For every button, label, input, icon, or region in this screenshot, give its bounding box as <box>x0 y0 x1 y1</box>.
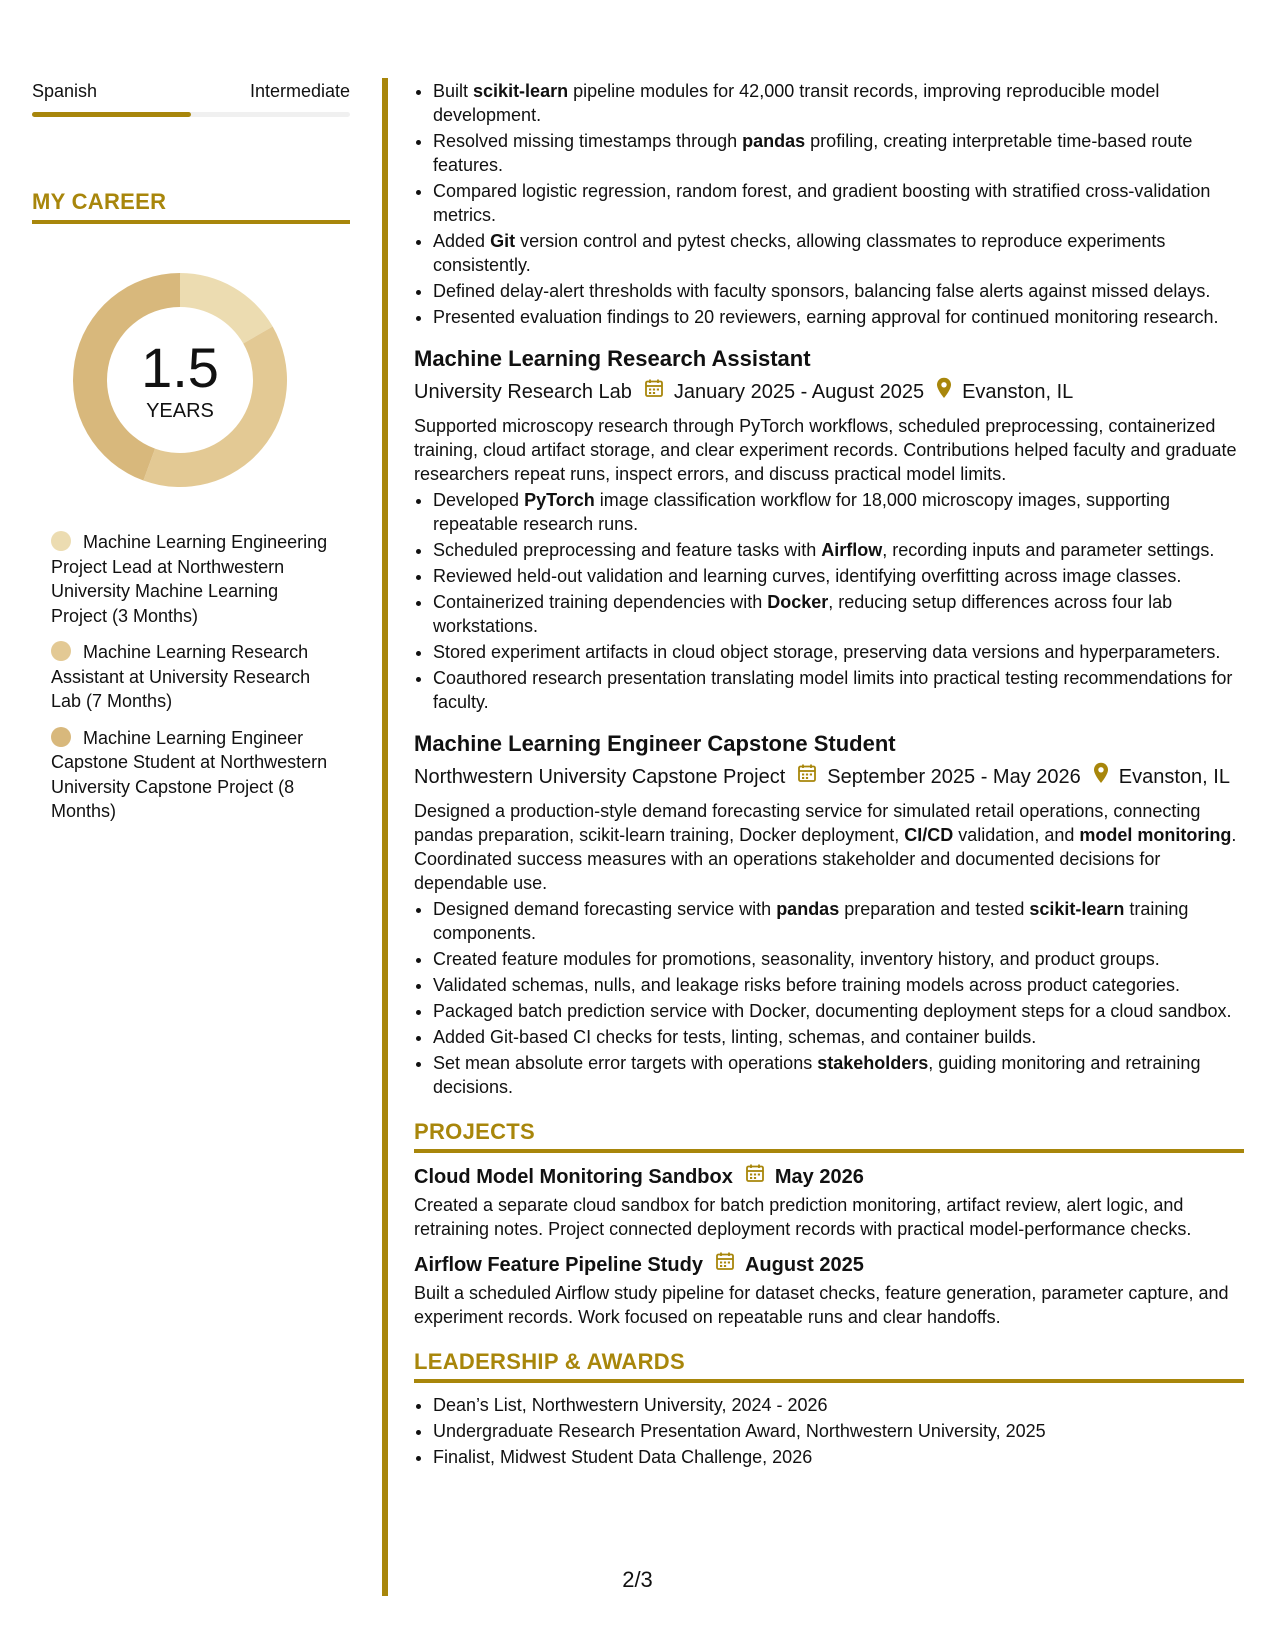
job-bullet: • Compared logistic regression, random forest, and gradient boosting with stratified cross-validation metrics. <box>433 179 1244 227</box>
job-bullet: • Added Git version control and pytest checks, allowing classmates to reproduce experiments consistently. <box>433 229 1244 277</box>
job-bullet: • Containerized training dependencies with Docker, reducing setup differences across four lab workstations. <box>433 590 1244 638</box>
award-item: • Finalist, Midwest Student Data Challenge, 2026 <box>433 1445 1244 1469</box>
job-bullets <box>414 897 1244 1099</box>
calendar-icon <box>797 763 817 790</box>
awards-list <box>414 1393 1244 1469</box>
job-bullet: • Created feature modules for promotions, seasonality, inventory history, and product groups. <box>433 947 1244 971</box>
job-entry <box>414 345 1244 714</box>
career-total-unit: YEARS <box>146 400 214 422</box>
language-proficiency-fill <box>32 112 191 117</box>
legend-item <box>51 640 331 714</box>
calendar-icon <box>745 1163 765 1191</box>
project-name: Airflow Feature Pipeline Study <box>414 1254 703 1276</box>
project-date: May 2026 <box>774 1166 864 1188</box>
legend-dot-icon <box>51 531 71 551</box>
legend-label: Machine Learning Engineer Capstone Student at Northwestern University Capstone Project (8 Months) <box>51 727 328 821</box>
career-total-value: 1.5 <box>141 336 219 399</box>
job-description: Designed a production-style demand forecasting service for simulated retail operations, connecting pandas preparation, scikit-learn training, Docker deployment, CI/CD validation, and model monitoring. Coordinated success measures with an operations stakeholder and documented decisions for dependable use. <box>414 801 1237 893</box>
job-bullet: • Packaged batch prediction service with Docker, documenting deployment steps for a cloud sandbox. <box>433 999 1244 1023</box>
job-title: Machine Learning Engineer Capstone Student <box>414 731 896 756</box>
left-column <box>32 80 350 836</box>
job-dates: January 2025 - August 2025 <box>673 380 925 403</box>
job-entry <box>414 730 1244 1099</box>
legend-label: Machine Learning Engineering Project Lead at Northwestern University Machine Learning Project (3 Months) <box>51 532 328 626</box>
donut-slice <box>180 273 273 344</box>
job-location: Evanston, IL <box>962 380 1074 403</box>
awards-section-title: LEADERSHIP & AWARDS <box>414 1349 1244 1383</box>
calendar-icon <box>644 378 664 405</box>
job-organization: University Research Lab <box>414 380 632 403</box>
job-dates: September 2025 - May 2026 <box>827 765 1081 788</box>
job-organization: Northwestern University Capstone Project <box>414 765 786 788</box>
calendar-icon <box>715 1251 735 1279</box>
column-divider <box>382 78 388 1596</box>
job-bullet: • Developed PyTorch image classification workflow for 18,000 microscopy images, supporting repeatable research runs. <box>433 488 1244 536</box>
project-name: Cloud Model Monitoring Sandbox <box>414 1166 733 1188</box>
job-bullet: • Coauthored research presentation translating model limits into practical testing recommendations for faculty. <box>433 666 1244 714</box>
job-bullet: • Presented evaluation findings to 20 reviewers, earning approval for continued monitoring research. <box>433 305 1244 329</box>
job-bullets <box>414 488 1244 714</box>
job-meta <box>414 377 1244 406</box>
projects-list <box>414 1163 1244 1329</box>
job-bullet: • Set mean absolute error targets with operations stakeholders, guiding monitoring and retraining decisions. <box>433 1051 1244 1099</box>
job-bullet: • Defined delay-alert thresholds with faculty sponsors, balancing false alerts against missed delays. <box>433 279 1244 303</box>
award-item: • Dean’s List, Northwestern University, 2024 - 2026 <box>433 1393 1244 1417</box>
language-name: Spanish <box>32 81 98 101</box>
job-bullet: • Designed demand forecasting service with pandas preparation and tested scikit-learn training components. <box>433 897 1244 945</box>
project-entry <box>414 1251 1244 1329</box>
career-legend <box>51 530 331 824</box>
map-pin-icon <box>936 377 952 406</box>
page-number: 2/3 <box>622 1567 653 1592</box>
project-header <box>414 1163 1244 1191</box>
project-date: August 2025 <box>744 1254 864 1276</box>
projects-section-title: PROJECTS <box>414 1119 1244 1153</box>
right-column <box>414 79 1244 1471</box>
job-bullet: • Scheduled preprocessing and feature tasks with Airflow, recording inputs and parameter settings. <box>433 538 1244 562</box>
project-description: Built a scheduled Airflow study pipeline for dataset checks, feature generation, parameter capture, and experiment records. Work focused on repeatable runs and clear handoffs. <box>414 1283 1229 1327</box>
job-bullet: • Stored experiment artifacts in cloud object storage, preserving data versions and hyperparameters. <box>433 640 1244 664</box>
job-bullet: • Built scikit-learn pipeline modules for 42,000 transit records, improving reproducible model development. <box>433 79 1244 127</box>
legend-item <box>51 530 331 628</box>
language-level: Intermediate <box>249 81 350 101</box>
legend-dot-icon <box>51 727 71 747</box>
experience-list <box>414 345 1244 1099</box>
project-header <box>414 1251 1244 1279</box>
language-row <box>32 80 350 102</box>
job-location: Evanston, IL <box>1118 765 1230 788</box>
career-donut-chart <box>66 266 294 494</box>
career-section-title: MY CAREER <box>32 189 350 224</box>
map-pin-icon <box>1093 762 1109 791</box>
previous-job-bullets <box>414 79 1244 329</box>
legend-label: Machine Learning Research Assistant at University Research Lab (7 Months) <box>51 642 311 711</box>
award-item: • Undergraduate Research Presentation Award, Northwestern University, 2025 <box>433 1419 1244 1443</box>
job-bullet: • Reviewed held-out validation and learning curves, identifying overfitting across image classes. <box>433 564 1244 588</box>
job-bullet: • Added Git-based CI checks for tests, linting, schemas, and container builds. <box>433 1025 1244 1049</box>
job-bullet: • Validated schemas, nulls, and leakage risks before training models across product categories. <box>433 973 1244 997</box>
job-meta <box>414 762 1244 791</box>
job-title: Machine Learning Research Assistant <box>414 346 811 371</box>
language-proficiency-bar <box>32 112 350 117</box>
job-bullet: • Resolved missing timestamps through pandas profiling, creating interpretable time-based route features. <box>433 129 1244 177</box>
project-description: Created a separate cloud sandbox for batch prediction monitoring, artifact review, alert logic, and retraining notes. Project connected deployment records with practical model-performance checks. <box>414 1195 1192 1239</box>
project-entry <box>414 1163 1244 1241</box>
job-description: Supported microscopy research through PyTorch workflows, scheduled preprocessing, containerized training, cloud artifact storage, and clear experiment records. Contributions helped faculty and graduate researchers repeat runs, inspect errors, and discuss practical model limits. <box>414 416 1237 484</box>
legend-item <box>51 726 331 824</box>
legend-dot-icon <box>51 641 71 661</box>
